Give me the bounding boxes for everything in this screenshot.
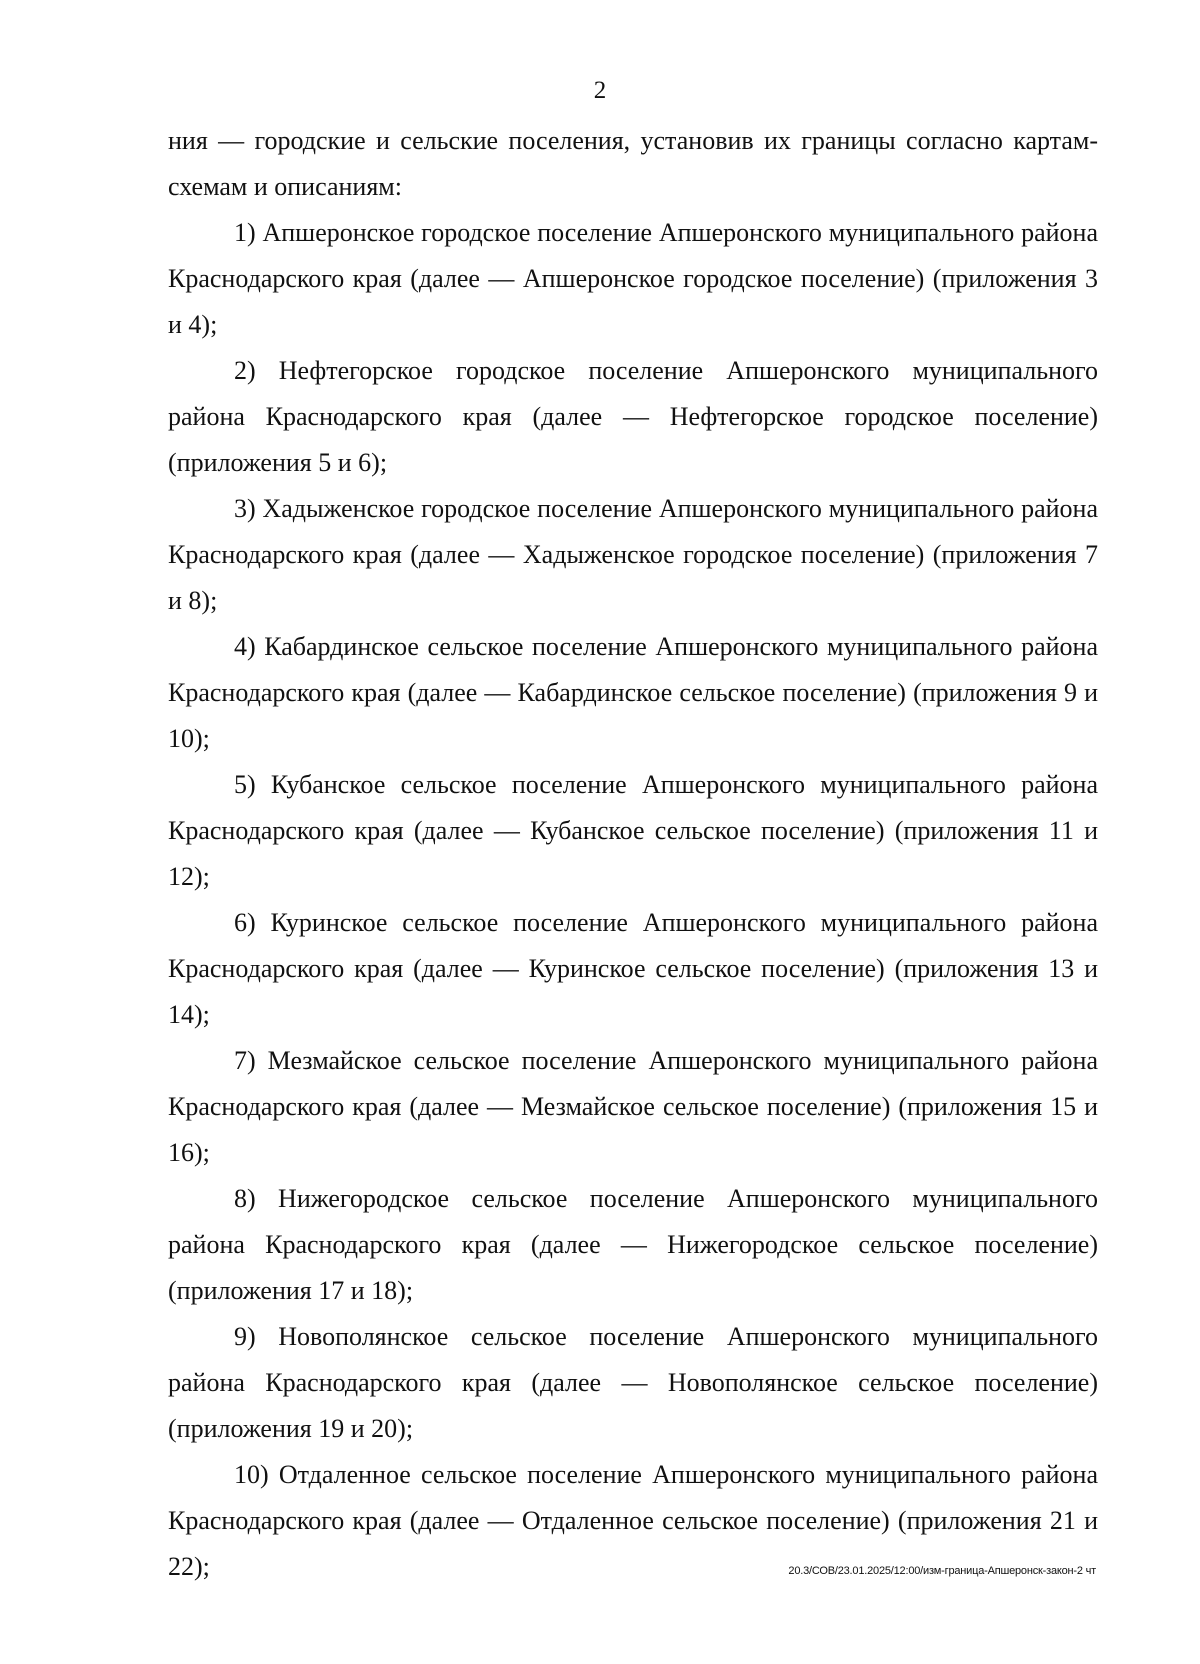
list-item-3: 3) Хадыженское городское поселение Апшеронского муниципального района Краснодарского края (далее — Хадыженское городское поселение) (приложения 7 и 8); bbox=[168, 494, 1098, 615]
intro-paragraph: ния — городские и сельские поселения, установив их границы согласно картам-схемам и описаниям: bbox=[168, 126, 1098, 201]
document-footer-code: 20.3/СОВ/23.01.2025/12:00/изм-граница-Апшеронск-закон-2 чт bbox=[788, 1565, 1096, 1577]
list-item-1: 1) Апшеронское городское поселение Апшеронского муниципального района Краснодарского края (далее — Апшеронское городское поселение) (приложения 3 и 4); bbox=[168, 218, 1098, 339]
list-item-6: 6) Куринское сельское поселение Апшеронского муниципального района Краснодарского края (далее — Куринское сельское поселение) (приложения 13 и 14); bbox=[168, 908, 1098, 1029]
list-item-8: 8) Нижегородское сельское поселение Апшеронского муниципального района Краснодарского края (далее — Нижегородское сельское поселение) (приложения 17 и 18); bbox=[168, 1184, 1098, 1305]
document-body bbox=[168, 118, 1098, 1590]
list-item-4: 4) Кабардинское сельское поселение Апшеронского муниципального района Краснодарского края (далее — Кабардинское сельское поселение) (приложения 9 и 10); bbox=[168, 632, 1098, 753]
list-item-2: 2) Нефтегорское городское поселение Апшеронского муниципального района Краснодарского края (далее — Нефтегорское городское поселение) (приложения 5 и 6); bbox=[168, 356, 1098, 477]
page-number: 2 bbox=[593, 77, 607, 104]
list-item-7: 7) Мезмайское сельское поселение Апшеронского муниципального района Краснодарского края (далее — Мезмайское сельское поселение) (приложения 15 и 16); bbox=[168, 1046, 1098, 1167]
list-item-10: 10) Отдаленное сельское поселение Апшеронского муниципального района Краснодарского края (далее — Отдаленное сельское поселение) (приложения 21 и 22); bbox=[168, 1460, 1098, 1581]
list-item-9: 9) Новополянское сельское поселение Апшеронского муниципального района Краснодарского края (далее — Новополянское сельское поселение) (приложения 19 и 20); bbox=[168, 1322, 1098, 1443]
list-item-5: 5) Кубанское сельское поселение Апшеронского муниципального района Краснодарского края (далее — Кубанское сельское поселение) (приложения 11 и 12); bbox=[168, 770, 1098, 891]
